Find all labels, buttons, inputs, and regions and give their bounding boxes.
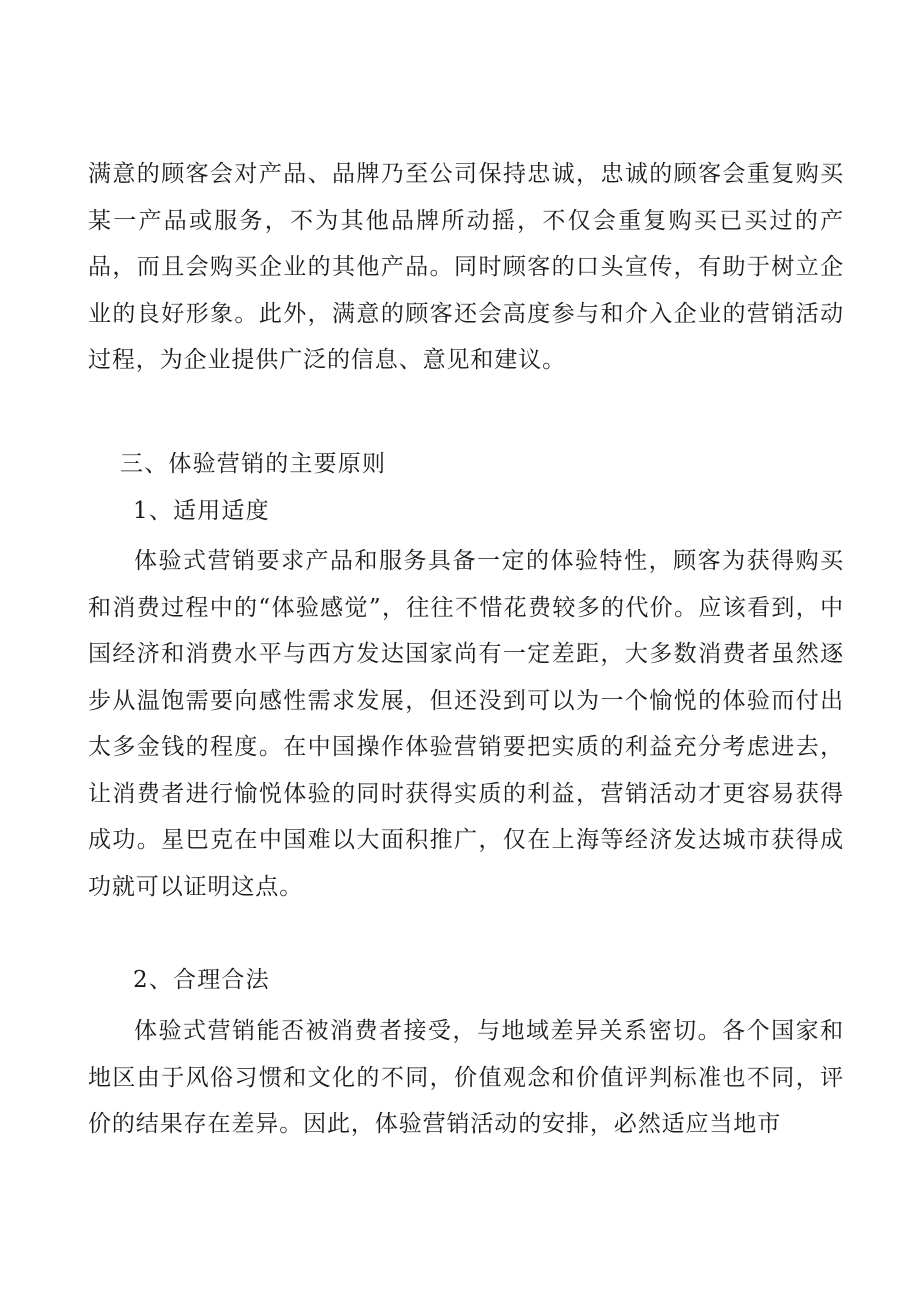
section-heading: 三、体验营销的主要原则 <box>120 451 387 477</box>
subsection-title: 2、合理合法 <box>133 967 270 993</box>
subsection-body: 体验式营销能否被消费者接受，与地域差异关系密切。各个国家和地区由于风俗习惯和文化的不同，价值观念和价值评判标准也不同，评价的结果存在差异。因此，体验营销活动的安排，必然适应当地市 <box>88 1018 844 1137</box>
subsection-body: 体验式营销要求产品和服务具备一定的体验特性，顾客为获得购买和消费过程中的“体验感觉”，往往不惜花费较多的代价。应该看到，中国经济和消费水平与西方发达国家尚有一定差距，大多数消费者虽然逐步从温饱需要向感性需求发展，但还没到可以为一个愉悦的体验而付出太多金钱的程度。在中国操作体验营销要把实质的利益充分考虑进去，让消费者进行愉悦体验的同时获得实质的利益，营销活动才更容易获得成功。星巴克在中国难以大面积推广，仅在上海等经济发达城市获得成功就可以证明这点。 <box>88 548 844 900</box>
subsection-title: 1、适用适度 <box>133 498 270 524</box>
body-paragraph: 满意的顾客会对产品、品牌乃至公司保持忠诚，忠诚的顾客会重复购买某一产品或服务，不为其他品牌所动摇，不仅会重复购买已买过的产品，而且会购买企业的其他产品。同时顾客的口头宣传，有助于树立企业的良好形象。此外，满意的顾客还会高度参与和介入企业的营销活动过程，为企业提供广泛的信息、意见和建议。 <box>88 161 844 373</box>
